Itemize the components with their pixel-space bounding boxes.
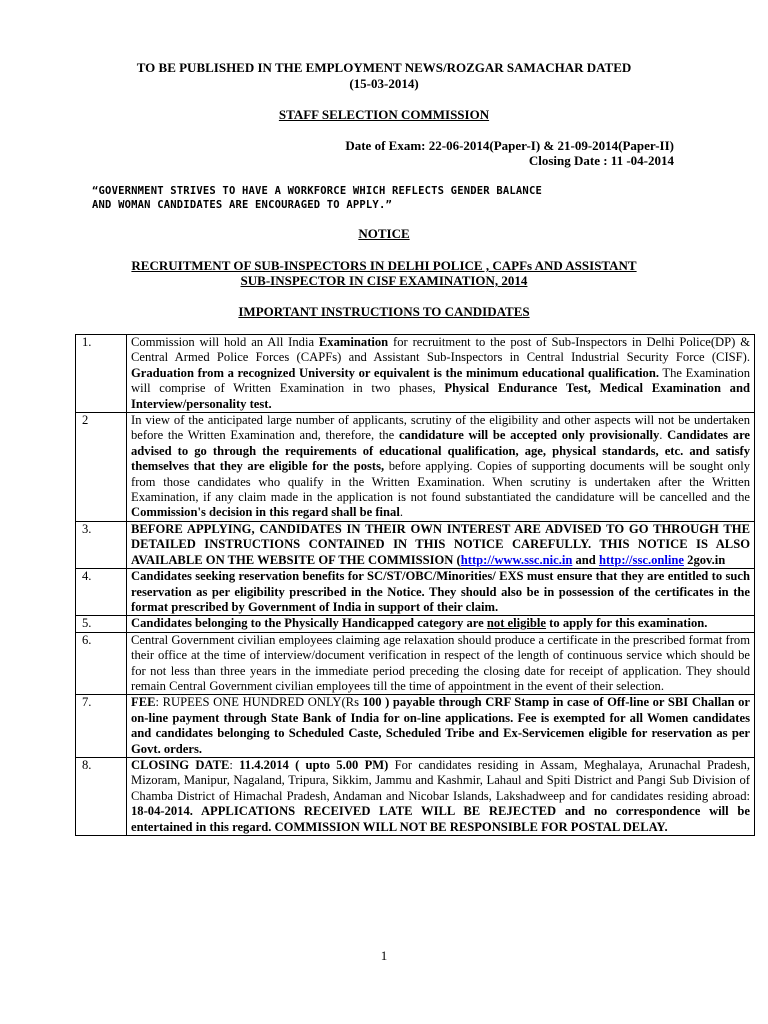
row-number: 2 — [76, 413, 127, 522]
row-number: 5. — [76, 616, 127, 632]
row-text — [127, 616, 755, 632]
table-row — [76, 757, 755, 835]
text-run: . — [399, 505, 403, 520]
text-run: and — [572, 552, 599, 567]
table-row — [76, 695, 755, 758]
text-run: Commission will hold an All India — [131, 335, 319, 349]
text-run: Graduation from a recognized University or equivalent is the minimum educational qualification. — [131, 365, 660, 380]
text-run: The Examination will comprise of Written Examination in two phases, — [131, 365, 750, 396]
notice-subject-line2: SUB-INSPECTOR IN CISF EXAMINATION, 2014 — [240, 273, 528, 288]
page-number: 1 — [380, 948, 388, 963]
text-run: . — [659, 428, 668, 443]
text-run: for recruitment to the post of Sub-Inspectors in Delhi Police(DP) & Central Armed Police Forces (CAPFs) and Assistant Sub-Inspectors in Central Industrial Security Force (CISF). — [131, 335, 750, 365]
row-number: 8. — [76, 757, 127, 835]
publication-date: (15-03-2014) — [349, 76, 419, 91]
row-number: 3. — [76, 521, 127, 568]
row-number: 4. — [76, 569, 127, 616]
row-text — [127, 757, 755, 835]
row-number: 7. — [76, 695, 127, 758]
table-row — [76, 521, 755, 568]
gender-balance-quote-line2: AND WOMAN CANDIDATES ARE ENCOURAGED TO APPLY.” — [92, 199, 392, 211]
text-run: In view of the anticipated large number of applicants, scrutiny of the eligibility and other aspects will not be undertaken before the Written Examination and, therefore, the — [131, 413, 750, 443]
ssc-website-link[interactable]: http://www.ssc.nic.in — [460, 552, 573, 567]
text-run: candidature will be accepted only provisionally — [398, 428, 660, 443]
text-run: to apply for this examination. — [546, 616, 708, 631]
closing-date: Closing Date : 11 -04-2014 — [528, 153, 674, 168]
ssc-online-link[interactable]: http://ssc.online — [598, 552, 684, 567]
instructions-heading: IMPORTANT INSTRUCTIONS TO CANDIDATES — [238, 304, 530, 319]
text-run: FEE — [131, 695, 156, 710]
text-run: 100 ) payable through CRF Stamp in case of Off-line or SBI Challan or on-line payment through State Bank of India for on-line applications. Fee is exempted for all Women candidates and candidates belonging to Scheduled Caste, Scheduled Tribe and Ex-Servicemen eligible for reservation as per Govt. orders. — [131, 695, 751, 756]
row-text: Candidates seeking reservation benefits for SC/ST/OBC/Minorities/ EXS must ensure that they are entitled to such reservation as per eligibility prescribed in the Notice. They should also be in possession of the certificates in the format prescribed by Government of India in support of their claim. — [127, 569, 755, 616]
text-run: CLOSING DATE — [131, 757, 230, 772]
text-run: 18-04-2014. APPLICATIONS RECEIVED LATE WILL BE REJECTED and no correspondence will be entertained in this regard. COMMISSION WILL NOT BE RESPONSIBLE FOR POSTAL DELAY. — [131, 804, 750, 834]
text-run: Candidates belonging to the Physically Handicapped category are — [131, 616, 487, 631]
text-run: before applying. Copies of supporting documents will be sought only from those candidates who qualify in the Written Examination. When scrutiny is undertaken after the Written Examination, if any claim made in the application is not found substantiated the candidature will be cancelled and the — [131, 459, 750, 505]
table-row — [76, 632, 755, 695]
commission-name: STAFF SELECTION COMMISSION — [278, 107, 490, 122]
row-number: 6. — [76, 632, 127, 695]
publication-line: TO BE PUBLISHED IN THE EMPLOYMENT NEWS/ROZGAR SAMACHAR DATED — [136, 60, 632, 75]
text-run: BEFORE APPLYING, CANDIDATES IN THEIR OWN INTEREST ARE ADVISED TO GO THROUGH THE DETAILED INSTRUCTIONS CONTAINED IN THIS NOTICE CAREFULLY. THIS NOTICE IS ALSO AVAILABLE ON THE WEBSITE OF THE COMMISSION ( — [131, 521, 750, 567]
text-run: Examination — [318, 335, 389, 349]
exam-date: Date of Exam: 22-06-2014(Paper-I) & 21-09-2014(Paper-II) — [345, 138, 674, 153]
text-run: Commission's decision in this regard shall be final — [131, 505, 400, 520]
table-row — [76, 616, 755, 632]
row-text: Central Government civilian employees claiming age relaxation should produce a certificate in the prescribed format from their office at the time of interview/document verification in respect of the length of continuous service which should be for not less than three years in the immediate period preceding the closing date for receipt of application. They should remain Central Government civilian employees till the time of appointment in the event of their selection. — [127, 632, 755, 695]
instructions-table — [75, 334, 755, 836]
table-row — [76, 413, 755, 522]
text-run: : — [229, 757, 240, 772]
text-run: 11.4.2014 ( upto 5.00 PM) — [239, 757, 389, 772]
text-run: not eligible — [486, 616, 547, 631]
text-run: 2gov.in — [684, 552, 726, 567]
notice-title: NOTICE — [358, 226, 410, 241]
row-text — [127, 335, 755, 413]
table-row — [76, 335, 755, 413]
row-text — [127, 695, 755, 758]
notice-subject-line1: RECRUITMENT OF SUB-INSPECTORS IN DELHI POLICE , CAPFs AND ASSISTANT — [131, 258, 637, 273]
text-run: Candidates are advised to go through the requirements of educational qualification, age, physical standards, etc. and satisfy themselves that they are eligible for the posts, — [131, 428, 751, 474]
row-text — [127, 413, 755, 522]
row-number: 1. — [76, 335, 127, 413]
row-text — [127, 521, 755, 568]
gender-balance-quote-line1: “GOVERNMENT STRIVES TO HAVE A WORKFORCE WHICH REFLECTS GENDER BALANCE — [92, 185, 542, 197]
text-run: : RUPEES ONE HUNDRED ONLY(Rs — [155, 695, 363, 710]
text-run: For candidates residing in Assam, Meghalaya, Arunachal Pradesh, Mizoram, Manipur, Nagaland, Tripura, Sikkim, Jammu and Kashmir, Lahaul and Spiti District and Pangi Sub Division of Chamba District of Himachal Pradesh, Andaman and Nicobar Islands, Lakshadweep and for candidates residing abroad: — [131, 757, 751, 803]
table-row — [76, 569, 755, 616]
text-run: Physical Endurance Test, Medical Examination and Interview/personality test. — [131, 381, 750, 411]
